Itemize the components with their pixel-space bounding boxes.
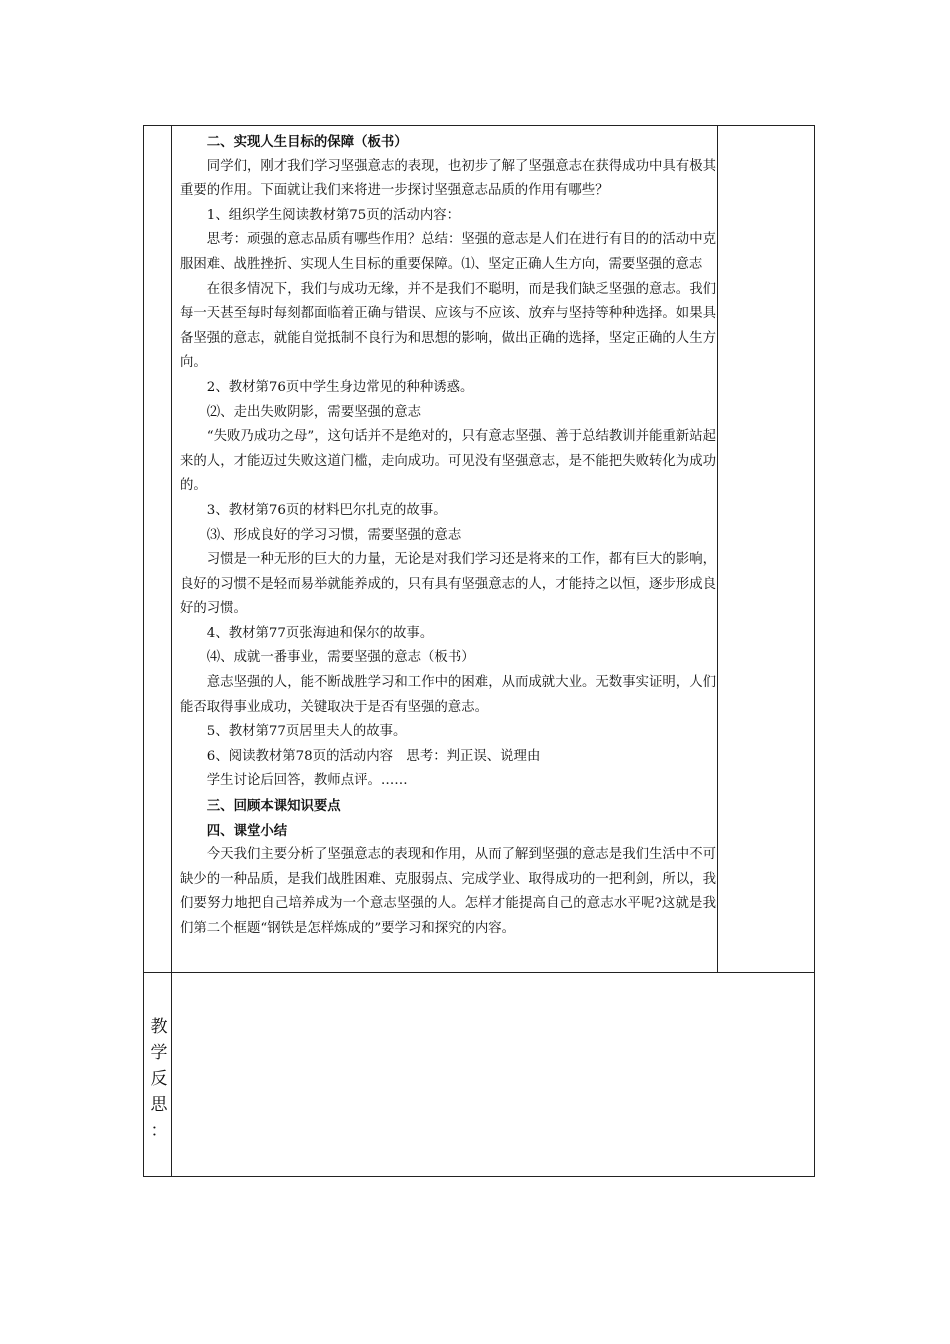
paragraph: ⑶、形成良好的学习习惯，需要坚强的意志 <box>206 527 462 543</box>
paragraph: 在很多情况下，我们与成功无缘，并不是我们不聪明，而是我们缺乏坚强的意志。我们每一天甚至每时每刻都面临着正确与错误、应该与不应该、放弃与坚持等种种选择。如果具备坚强的意志，就能自觉抵制不良行为和思想的影响，做出正确的选择，坚定正确的人生方向。 <box>180 281 716 371</box>
paragraph: 思考：顽强的意志品质有哪些作用？总结：坚强的意志是人们在进行有目的的活动中克服困难、战胜挫折、实现人生目标的重要保障。⑴、坚定正确人生方向，需要坚强的意志 <box>180 232 716 272</box>
lesson-table <box>143 125 815 1177</box>
paragraph: 3、教材第76页的材料巴尔扎克的故事。 <box>206 502 447 518</box>
left-column-divider <box>171 126 172 1176</box>
lesson-content <box>180 130 716 942</box>
paragraph: ⑷、成就一番事业，需要坚强的意志（板书） <box>206 650 475 666</box>
summary-paragraph: 今天我们主要分析了坚强意志的表现和作用，从而了解到坚强的意志是我们生活中不可缺少的一种品质，是我们战胜困难、克服弱点、完成学业、取得成功的一把利剑，所以，我们要努力地把自己培养成为一个意志坚强的人。怎样才能提高自己的意志水平呢?这就是我们第二个框题“钢铁是怎样炼成的”要学习和探究的内容。 <box>180 847 716 936</box>
paragraph: ⑵、走出失败阴影，需要坚强的意志 <box>206 404 422 420</box>
section2-heading: 二、实现人生目标的保障（板书） <box>206 134 408 150</box>
section3-heading: 三、回顾本课知识要点 <box>206 798 341 815</box>
reflection-char: 学 <box>150 1043 168 1063</box>
paragraph: 意志坚强的人，能不断战胜学习和工作中的困难，从而成就大业。无数事实证明，人们能否取得事业成功，关键取决于是否有坚强的意志。 <box>180 675 716 715</box>
paragraph: 2、教材第76页中学生身边常见的种种诱惑。 <box>206 379 474 395</box>
row-divider <box>144 972 814 973</box>
paragraph: 同学们，刚才我们学习坚强意志的表现，也初步了解了坚强意志在获得成功中具有极其重要的作用。下面就让我们来将进一步探讨坚强意志品质的作用有哪些？ <box>180 158 716 199</box>
paragraph: 学生讨论后回答，教师点评。…… <box>206 773 408 789</box>
paragraph: 1、组织学生阅读教材第75页的活动内容： <box>206 207 460 223</box>
paragraph: 4、教材第77页张海迪和保尔的故事。 <box>206 625 434 641</box>
right-column-divider <box>717 126 718 972</box>
paragraph: 5、教材第77页居里夫人的故事。 <box>206 724 407 740</box>
reflection-char: ： <box>150 1121 168 1141</box>
reflection-char: 思 <box>150 1095 168 1115</box>
teaching-reflection-label <box>148 1014 170 1144</box>
paragraph: “失败乃成功之母”，这句话并不是绝对的，只有意志坚强、善于总结教训并能重新站起来的人，才能迈过失败这道门槛，走向成功。可见没有坚强意志，是不能把失败转化为成功的。 <box>180 429 716 494</box>
paragraph: 6、阅读教材第78页的活动内容 思考：判正误、说理由 <box>206 748 541 764</box>
section4-heading: 四、课堂小结 <box>206 822 288 839</box>
reflection-char: 反 <box>150 1069 168 1089</box>
reflection-char: 教 <box>150 1017 168 1037</box>
paragraph: 习惯是一种无形的巨大的力量，无论是对我们学习还是将来的工作，都有巨大的影响，良好的习惯不是轻而易举就能养成的，只有具有坚强意志的人，才能持之以恒，逐步形成良好的习惯。 <box>180 552 716 617</box>
